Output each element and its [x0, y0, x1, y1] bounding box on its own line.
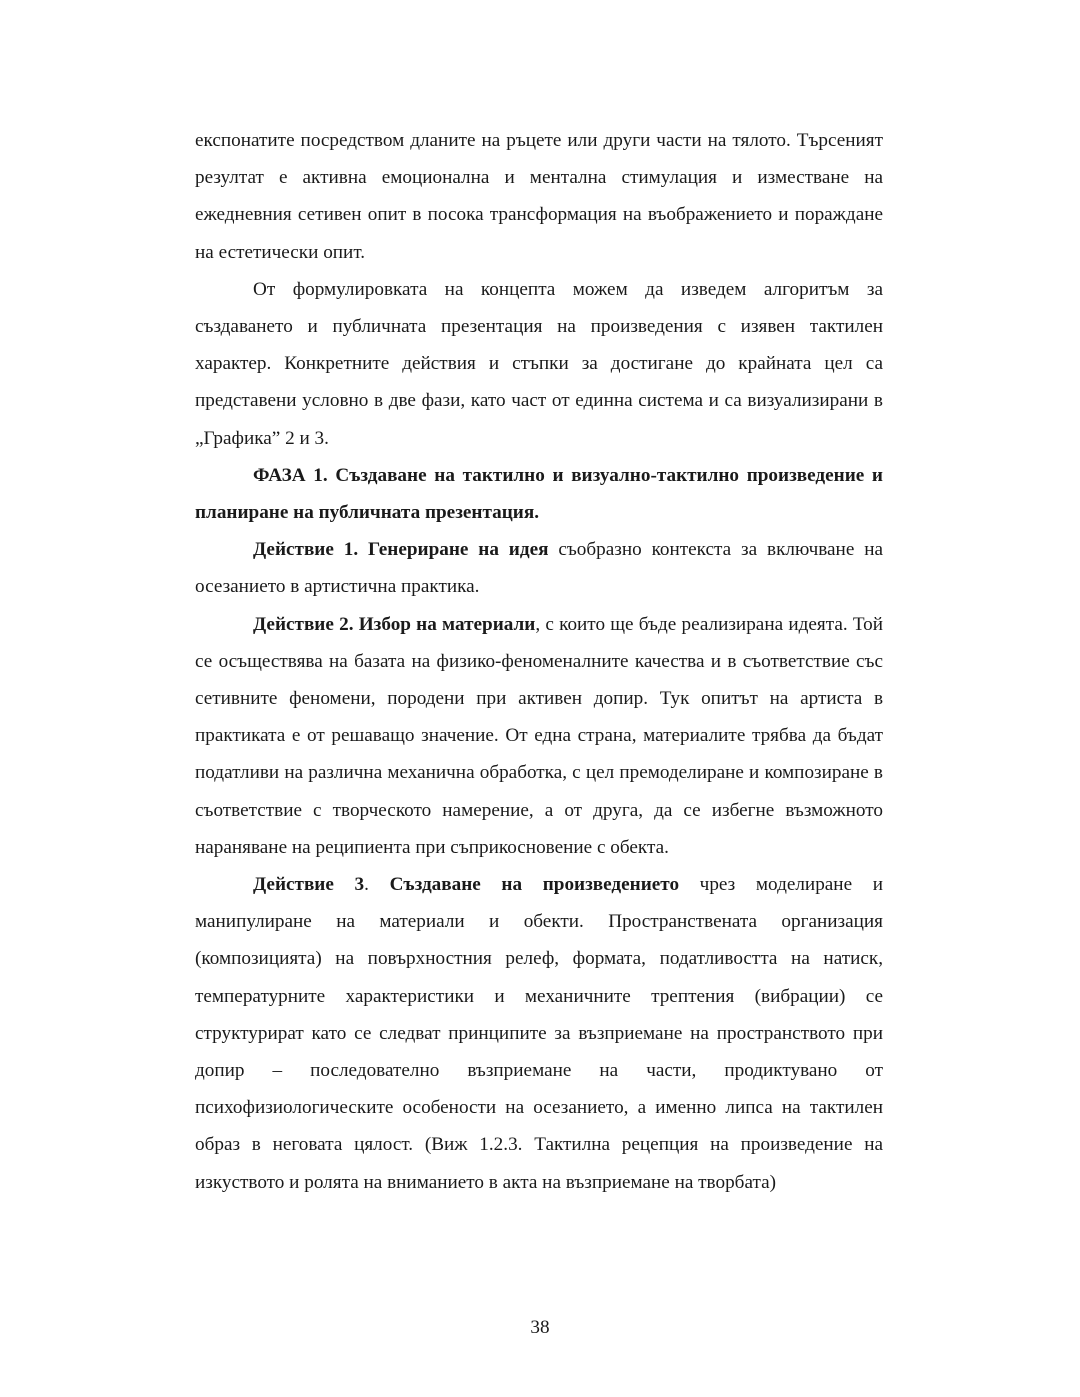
action-3-label: Действие 3 — [253, 874, 365, 896]
page-number: 38 — [530, 1317, 550, 1338]
paragraph-continuation: експонатите посредством дланите на ръцете или други части на тялото. Търсеният резултат е активна емоционална и ментална стимулация и изместване на ежедневния сетивен опит в посока трансформация на въображението и пораждане на естетически опит. — [195, 130, 883, 263]
phase-1-heading: ФАЗА 1. Създаване на тактилно и визуално-тактилно произведение и планиране на публичната презентация. — [195, 464, 883, 524]
action-2-paragraph — [195, 606, 883, 866]
action-2-title: Действие 2. Избор на материали — [253, 613, 536, 635]
action-3-text: чрез моделиране и манипулиране на материали и обекти. Пространствената организация (композицията) на повърхностния релеф, формата, податливостта на натиск, температурните характеристики и механичните трептения (вибрации) се структурират като се следват принципите за възприемане на пространството при допир – последователно възприемане на части, продиктувано от психофизиологическите особености на осезанието, а именно липса на тактилен образ в неговата цялост. (Виж 1.2.3. Тактилна рецепция на произведение на изкуството и ролята на вниманието в акта на възприемане на творбата) — [195, 874, 883, 1193]
action-1-text: съобразно контекста за включване на осезанието в артистична практика. — [195, 539, 884, 598]
document-body — [195, 122, 883, 1201]
action-1-title: Действие 1. Генериране на идея — [253, 539, 549, 561]
action-3-title: Създаване на произведението — [389, 874, 680, 896]
action-1-paragraph — [195, 531, 883, 605]
action-3-paragraph — [195, 866, 883, 1201]
action-2-text: , с които ще бъде реализирана идеята. Той се осъществява на базата на физико-феноменалните качества и в съответствие със сетивните феномени, породени при активен допир. Тук опитът на артиста в практиката е от решаващо значение. От една страна, материалите трябва да бъдат податливи на различна механична обработка, с цел премоделиране и композиране в съответствие с творческото намерение, а от друга, да се избегне възможното нараняване на реципиента при съприкосновение с обекта. — [195, 613, 883, 858]
paragraph-algorithm: От формулировката на концепта можем да изведем алгоритъм за създаването и публичната презентация на произведения с изявен тактилен характер. Конкретните действия и стъпки за достигане до крайната цел са представени условно в две фази, като част от единна система и са визуализирани в „Графика” 2 и 3. — [195, 278, 883, 449]
action-3-separator: . — [364, 874, 390, 896]
